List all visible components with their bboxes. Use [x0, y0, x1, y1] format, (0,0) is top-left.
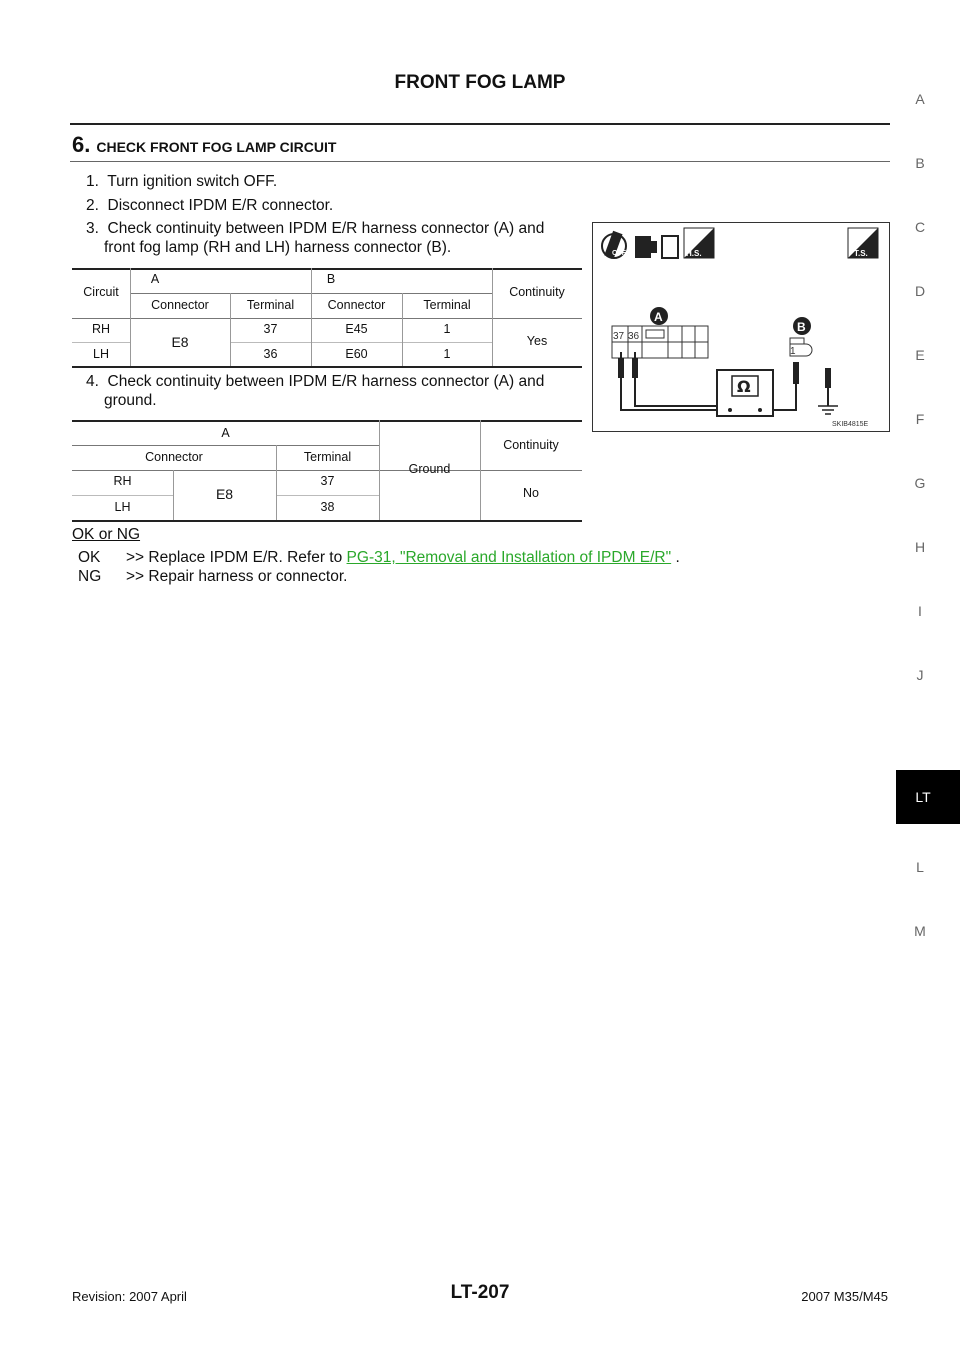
cell-terminal-a: 37 [263, 322, 278, 336]
header-continuity: Continuity [509, 285, 565, 299]
header-a: A [221, 426, 230, 440]
cell-connector-b: E60 [345, 347, 368, 361]
heading-rule-top [70, 123, 890, 125]
cell-circuit: RH [91, 322, 111, 336]
cell-terminal-a: 36 [263, 347, 278, 361]
instruction-4: 4. Check continuity between IPDM E/R harness connector (A) and [86, 373, 545, 390]
index-letter[interactable]: L [916, 859, 924, 875]
result-ok-text: >> Replace IPDM E/R. Refer to [126, 549, 347, 566]
svg-text:1: 1 [790, 346, 796, 357]
index-letter[interactable]: H [914, 539, 926, 555]
index-active-tab[interactable]: LT [896, 770, 960, 824]
result-ok [126, 548, 680, 567]
instruction-4-cont: ground. [104, 392, 157, 409]
header-circuit: Circuit [83, 285, 119, 299]
result-ng-key: NG [78, 568, 102, 585]
ohmmeter-icon [717, 370, 773, 416]
header-a: A [150, 272, 160, 286]
reference-link[interactable]: PG-31, "Removal and Installation of IPDM E/R" [346, 549, 672, 566]
header-ground: Ground [408, 462, 451, 476]
cell-terminal: 37 [320, 474, 335, 488]
index-letter[interactable]: M [914, 923, 926, 939]
result-ok-tail: . [671, 549, 680, 566]
instruction-3: 3. Check continuity between IPDM E/R harness connector (A) and [86, 220, 545, 237]
footer-revision: Revision: 2007 April [72, 1289, 187, 1304]
cell-circuit: LH [114, 500, 131, 514]
result-ng-text: >> Repair harness or connector. [126, 568, 348, 585]
index-letter[interactable]: A [915, 91, 925, 107]
cell-terminal: 38 [320, 500, 335, 514]
cell-connector: E8 [215, 486, 234, 502]
index-letter[interactable]: G [914, 475, 926, 491]
svg-text:H.S.: H.S. [686, 249, 702, 258]
wiring-figure [592, 222, 890, 432]
step-title: CHECK FRONT FOG LAMP CIRCUIT [96, 139, 337, 155]
svg-text:B: B [797, 320, 806, 334]
cell-connector-b: E45 [345, 322, 368, 336]
page-title: FRONT FOG LAMP [394, 72, 566, 93]
instruction-3-cont: front fog lamp (RH and LH) harness connector (B). [104, 239, 452, 256]
header-connector: Connector [145, 450, 203, 464]
svg-text:A: A [654, 310, 663, 324]
header-terminal: Terminal [303, 450, 352, 464]
step-number: 6. [72, 132, 91, 157]
header-terminal-a: Terminal [246, 298, 295, 312]
instruction-2: 2. Disconnect IPDM E/R connector. [86, 197, 334, 214]
index-letter[interactable]: D [914, 283, 926, 299]
cell-continuity: Yes [526, 334, 548, 348]
header-continuity: Continuity [503, 438, 559, 452]
footer-model: 2007 M35/M45 [801, 1289, 888, 1304]
result-label: OK or NG [72, 526, 141, 543]
instruction-1: 1. Turn ignition switch OFF. [86, 173, 278, 190]
svg-text:OFF: OFF [612, 250, 626, 257]
page-number: LT-207 [450, 1282, 510, 1303]
heading-rule-bottom [70, 161, 890, 162]
index-letter[interactable]: I [918, 603, 922, 619]
index-letter[interactable]: B [915, 155, 925, 171]
step-heading [72, 132, 336, 158]
index-letter[interactable]: F [915, 411, 925, 427]
cell-continuity: No [523, 486, 539, 500]
harness-side-icon [684, 228, 714, 258]
index-letter[interactable]: E [915, 347, 925, 363]
figure-code: SKIB4815E [832, 421, 869, 428]
cell-connector-a: E8 [171, 334, 189, 350]
svg-text:37: 37 [613, 331, 625, 342]
cell-terminal-b: 1 [443, 347, 451, 361]
index-letter[interactable]: J [916, 667, 924, 683]
cell-circuit: RH [113, 474, 132, 488]
header-terminal-b: Terminal [423, 298, 471, 312]
header-b: B [326, 272, 336, 286]
svg-text:T.S.: T.S. [854, 249, 868, 258]
header-connector-a: Connector [151, 298, 209, 312]
header-connector-b: Connector [327, 298, 386, 312]
svg-text:36: 36 [628, 331, 640, 342]
cell-circuit: LH [93, 347, 109, 361]
svg-text:Ω: Ω [737, 377, 751, 396]
cell-terminal-b: 1 [443, 322, 451, 336]
index-letter[interactable]: C [914, 219, 926, 235]
terminal-side-icon [848, 228, 878, 258]
result-ok-key: OK [78, 549, 101, 566]
